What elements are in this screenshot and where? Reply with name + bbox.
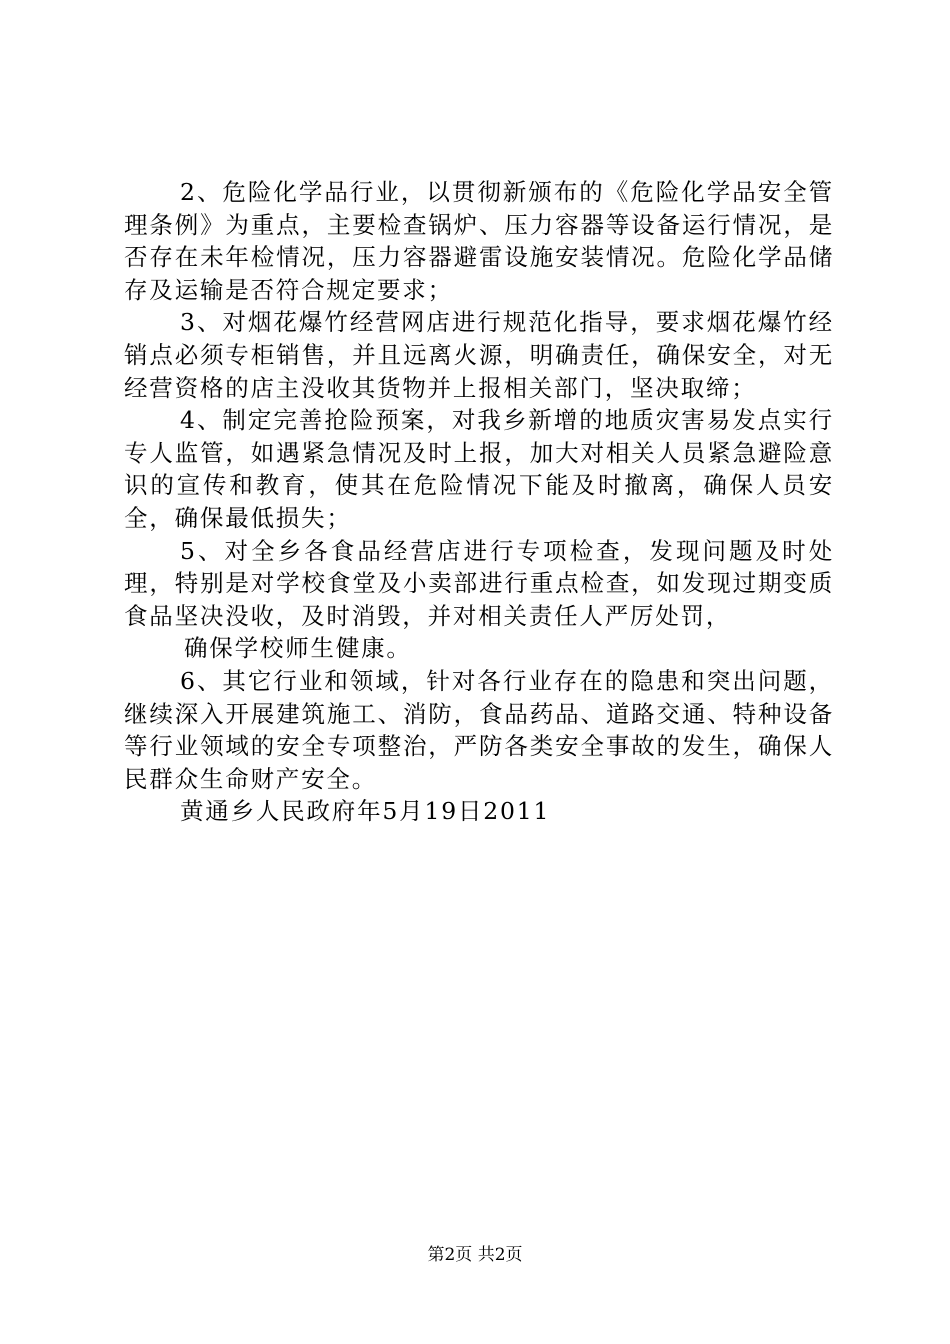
signature-line: 黄通乡人民政府年5月19日2011 <box>180 797 551 826</box>
paragraph-fireworks: 3、对烟花爆竹经营网店进行规范化指导，要求烟花爆竹经销点必须专柜销售，并且远离火源，明确责任，确保安全，对无经营资格的店主没收其货物并上报相关部门，坚决取缔； <box>124 308 834 402</box>
paragraph-food-inspection: 5、对全乡各食品经营店进行专项检查，发现问题及时处理，特别是对学校食堂及小卖部进行重点检查，如发现过期变质食品坚决没收，及时消毁，并对相关责任人严厉处罚， <box>124 536 834 630</box>
page-number-footer: 第2页 共2页 <box>427 1245 523 1265</box>
document-body <box>124 176 834 828</box>
paragraph-emergency-plan: 4、制定完善抢险预案，对我乡新增的地质灾害易发点实行专人监管，如遇紧急情况及时上报，加大对相关人员紧急避险意识的宣传和教育，使其在危险情况下能及时撤离，确保人员安全，确保最低损失； <box>124 406 834 532</box>
paragraph-other-industries: 6、其它行业和领域，针对各行业存在的隐患和突出问题，继续深入开展建筑施工、消防，食品药品、道路交通、特种设备等行业领域的安全专项整治，严防各类安全事故的发生，确保人民群众生命财产安全。 <box>124 666 834 793</box>
paragraph-hazardous-chemicals: 2、危险化学品行业，以贯彻新颁布的《危险化学品安全管理条例》为重点，主要检查锅炉、压力容器等设备运行情况，是否存在未年检情况，压力容器避雷设施安装情况。危险化学品储存及运输是否符合规定要求； <box>124 178 834 304</box>
paragraph-student-health: 确保学校师生健康。 <box>184 634 412 663</box>
